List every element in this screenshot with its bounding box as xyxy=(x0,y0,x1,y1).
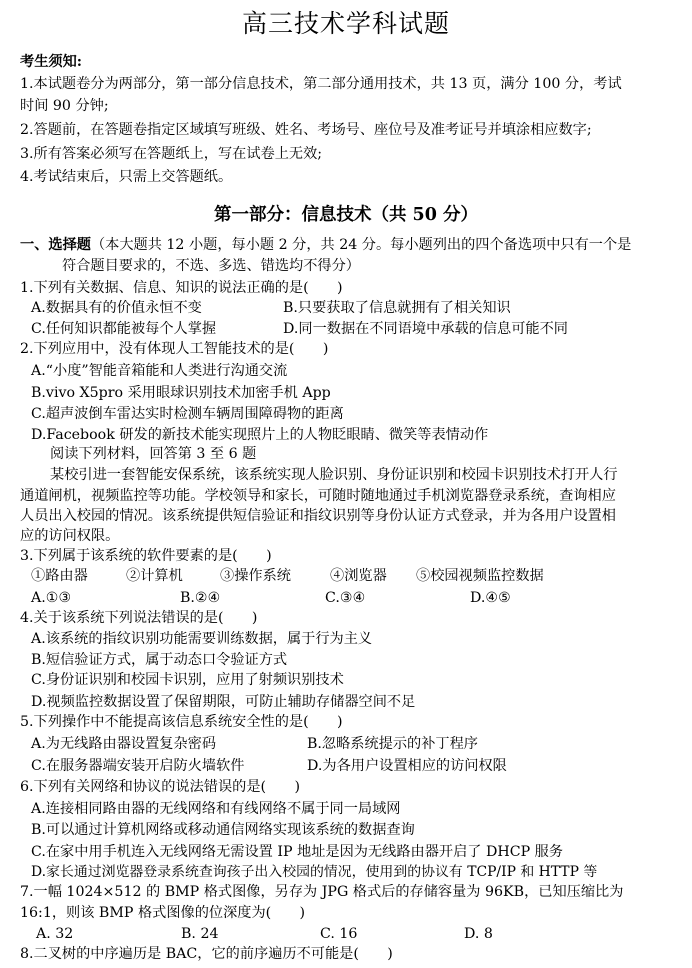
q6-option-b: B.可以通过计算机网络或移动通信网络实现该系统的数据查询 xyxy=(31,822,415,838)
q6-stem: 6.下列有关网络和协议的说法错误的是( ) xyxy=(20,779,300,795)
q3-item-4: ④浏览器 xyxy=(330,568,387,584)
q3-option-c: C.③④ xyxy=(325,590,366,606)
q3-item-5: ⑤校园视频监控数据 xyxy=(416,568,544,584)
q7-option-c: C. 16 xyxy=(320,926,358,942)
notice-item-1: 1.本试题卷分为两部分，第一部分信息技术，第二部分通用技术，共 13 页，满分 100 分，考试 xyxy=(20,76,622,92)
material-line-4: 应的访问权限。 xyxy=(20,528,120,544)
notice-item-4: 4.考试结束后，只需上交答题纸。 xyxy=(20,169,233,185)
q3-item-3: ③操作系统 xyxy=(220,568,291,584)
q5-option-d: D.为各用户设置相应的访问权限 xyxy=(307,758,507,774)
material-intro: 阅读下列材料，回答第 3 至 6 题 xyxy=(50,446,257,462)
q5-stem: 5.下列操作中不能提高该信息系统安全性的是( ) xyxy=(20,714,343,730)
q4-option-b: B.短信验证方式，属于动态口令验证方式 xyxy=(31,652,288,668)
q4-option-d: D.视频监控数据设置了保留期限，可防止辅助存储器空间不足 xyxy=(31,694,416,710)
section-desc-2: 符合题目要求的，不选、多选、错选均不得分） xyxy=(62,258,360,274)
q5-option-b: B.忽略系统提示的补丁程序 xyxy=(307,736,478,752)
notice-item-2: 2.答题前，在答题卷指定区域填写班级、姓名、考场号、座位号及准考证号并填涂相应数字; xyxy=(20,122,592,138)
q7-option-b: B. 24 xyxy=(181,926,219,942)
notice-item-3: 3.所有答案必须写在答题纸上，写在试卷上无效; xyxy=(20,146,323,162)
q2-option-d: D.Facebook 研发的新技术能实现照片上的人物眨眼睛、微笑等表情动作 xyxy=(31,427,489,443)
exam-title: 高三技术学科试题 xyxy=(241,9,450,38)
q1-option-a: A.数据具有的价值永恒不变 xyxy=(31,300,202,316)
q7-stem-line-2: 16:1，则该 BMP 格式图像的位深度为( ) xyxy=(20,905,306,921)
q2-option-c: C.超声波倒车雷达实时检测车辆周围障碍物的距离 xyxy=(31,406,344,422)
q7-option-d: D. 8 xyxy=(464,926,493,942)
q1-option-b: B.只要获取了信息就拥有了相关知识 xyxy=(283,300,511,316)
section-heading: 一、选择题 xyxy=(20,237,91,253)
q4-option-c: C.身份证识别和校园卡识别，应用了射频识别技术 xyxy=(31,672,344,688)
q6-option-c: C.在家中用手机连入无线网络无需设置 IP 地址是因为无线路由器开启了 DHCP 服务 xyxy=(31,844,564,860)
q6-option-a: A.连接相同路由器的无线网络和有线网络不属于同一局域网 xyxy=(31,801,401,817)
q4-option-a: A.该系统的指纹识别功能需要训练数据，属于行为主义 xyxy=(31,631,373,647)
q3-stem: 3.下列属于该系统的软件要素的是( ) xyxy=(20,548,272,564)
material-line-2: 通道闸机，视频监控等功能。学校领导和家长，可随时随地通过手机浏览器登录系统，查询相应 xyxy=(20,488,616,504)
q2-option-b: B.vivo X5pro 采用眼球识别技术加密手机 App xyxy=(31,385,331,401)
q3-option-b: B.②④ xyxy=(180,590,221,606)
part-title: 第一部分：信息技术（共 50 分） xyxy=(213,205,479,225)
q7-option-a: A. 32 xyxy=(36,926,74,942)
q5-option-c: C.在服务器端安装开启防火墙软件 xyxy=(31,758,245,774)
q1-option-d: D.同一数据在不同语境中承载的信息可能不同 xyxy=(283,321,568,337)
q3-item-2: ②计算机 xyxy=(126,568,183,584)
q1-option-c: C.任何知识都能被每个人掌握 xyxy=(31,321,217,337)
q2-option-a: A.“小度”智能音箱能和人类进行沟通交流 xyxy=(31,363,288,379)
section-desc-1: （本大题共 12 小题，每小题 2 分，共 24 分。每小题列出的四个备选项中只有一个是 xyxy=(90,237,632,253)
material-line-3: 人员出入校园的情况。该系统提供短信验证和指纹识别等身份认证方式登录，并为各用户设置相 xyxy=(20,508,616,524)
section-heading-line xyxy=(20,236,631,255)
notice-heading: 考生须知: xyxy=(20,54,82,70)
q5-option-a: A.为无线路由器设置复杂密码 xyxy=(31,736,217,752)
q3-option-d: D.④⑤ xyxy=(470,590,511,606)
q8-stem: 8.二叉树的中序遍历是 BAC，它的前序遍历不可能是( ) xyxy=(20,946,393,962)
q4-stem: 4.关于该系统下列说法错误的是( ) xyxy=(20,610,258,626)
q3-option-a: A.①③ xyxy=(31,590,72,606)
q2-stem: 2.下列应用中，没有体现人工智能技术的是( ) xyxy=(20,341,329,357)
q6-option-d: D.家长通过浏览器登录系统查询孩子出入校园的情况，使用到的协议有 TCP/IP 和 HTTP 等 xyxy=(31,864,598,880)
q1-stem: 1.下列有关数据、信息、知识的说法正确的是( ) xyxy=(20,280,343,296)
material-line-1: 某校引进一套智能安保系统，该系统实现人脸识别、身份证识别和校园卡识别技术打开人行 xyxy=(50,467,618,483)
q3-item-1: ①路由器 xyxy=(31,568,88,584)
q7-stem-line-1: 7.一幅 1024×512 的 BMP 格式图像，另存为 JPG 格式后的存储容量为 96KB，已知压缩比为 xyxy=(20,884,624,900)
notice-item-1-cont: 时间 90 分钟; xyxy=(20,98,109,114)
